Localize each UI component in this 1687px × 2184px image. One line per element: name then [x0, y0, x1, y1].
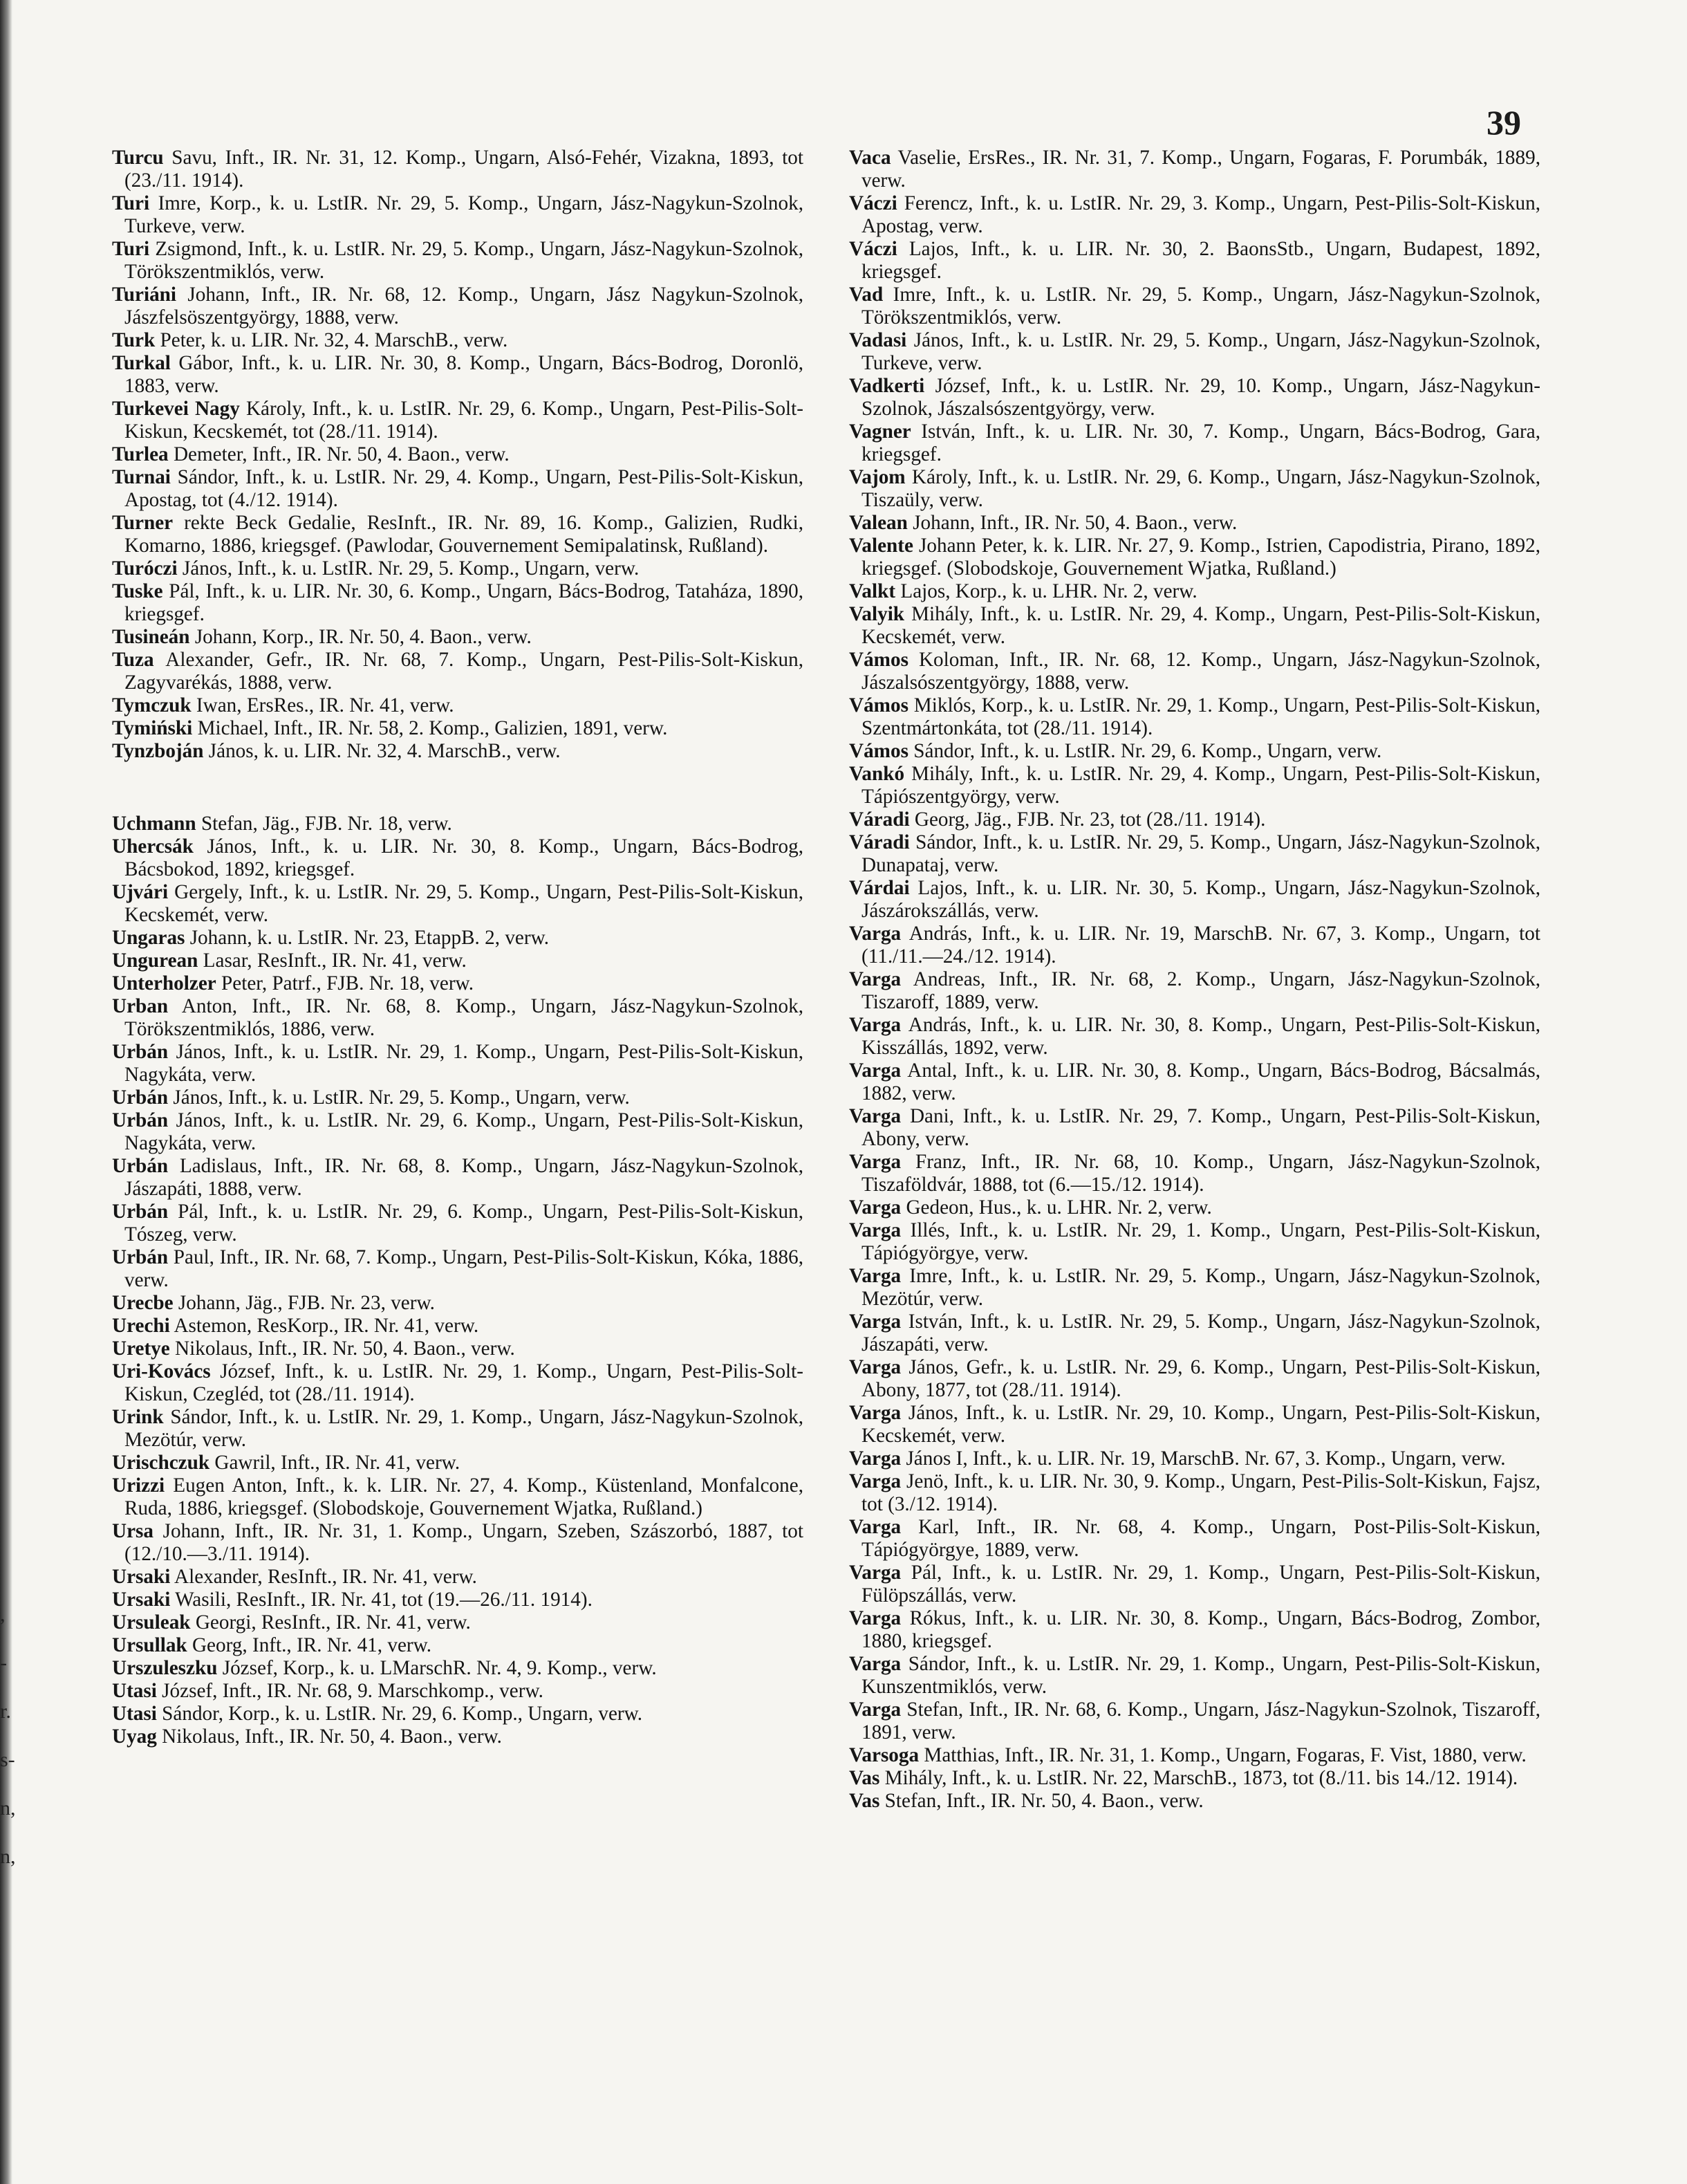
list-item — [849, 375, 1540, 420]
margin-mark: s- — [0, 1748, 15, 1771]
entry-details: Gergely, Inft., k. u. LstIR. Nr. 29, 5. Komp., Ungarn, Pest-Pilis-Solt-Kiskun, Kecskemét, verw. — [124, 881, 803, 926]
entry-details: Michael, Inft., IR. Nr. 58, 2. Komp., Galizien, 1891, verw. — [192, 717, 668, 739]
list-item — [112, 1589, 803, 1611]
entry-details: János, Inft., k. u. LIR. Nr. 30, 8. Komp., Ungarn, Bács-Bodrog, Bácsbokod, 1892, kriegsgef. — [124, 835, 803, 880]
list-item — [849, 580, 1540, 603]
entry-surname: Tymiński — [112, 717, 193, 739]
entry-details: Imre, Inft., k. u. LstIR. Nr. 29, 5. Komp., Ungarn, Jász-Nagykun-Szolnok, Törökszentmiklós, verw. — [861, 284, 1540, 328]
entry-surname: Uyag — [112, 1725, 157, 1748]
list-item — [112, 1292, 803, 1315]
entry-details: Andreas, Inft., IR. Nr. 68, 2. Komp., Ungarn, Jász-Nagykun-Szolnok, Tiszaroff, 1889, verw. — [861, 968, 1540, 1013]
list-item — [849, 877, 1540, 923]
entry-details: Nikolaus, Inft., IR. Nr. 50, 4. Baon., verw. — [156, 1725, 502, 1748]
list-item — [112, 1041, 803, 1086]
entry-details: Wasili, ResInft., IR. Nr. 41, tot (19.—26./11. 1914). — [170, 1589, 593, 1611]
entry-details: Alexander, ResInft., IR. Nr. 41, verw. — [170, 1566, 477, 1588]
entry-surname: Varga — [849, 1607, 902, 1629]
list-item — [112, 1360, 803, 1406]
entry-details: Sándor, Inft., k. u. LstIR. Nr. 29, 5. Komp., Ungarn, Jász-Nagykun-Szolnok, Dunapataj, verw. — [861, 831, 1540, 876]
entry-surname: Varga — [849, 1447, 902, 1470]
entry-details: Gábor, Inft., k. u. LIR. Nr. 30, 8. Komp., Ungarn, Bács-Bodrog, Doronlö, 1883, verw. — [124, 352, 803, 397]
entry-details: János, k. u. LIR. Nr. 32, 4. MarschB., verw. — [203, 740, 561, 762]
list-item — [112, 192, 803, 238]
list-item — [112, 1246, 803, 1292]
list-item — [849, 1562, 1540, 1607]
entry-details: Peter, Patrf., FJB. Nr. 18, verw. — [216, 972, 474, 994]
right-column — [849, 147, 1540, 1813]
entry-surname: Turkevei Nagy — [112, 398, 240, 420]
list-item — [112, 466, 803, 512]
entry-details: Sándor, Inft., k. u. LstIR. Nr. 29, 1. Komp., Ungarn, Pest-Pilis-Solt-Kiskun, Kunszentmiklós, verw. — [861, 1653, 1540, 1698]
entry-surname: Vad — [849, 284, 884, 306]
list-item — [112, 835, 803, 881]
entry-surname: Varga — [849, 1402, 902, 1424]
entry-surname: Valkt — [849, 580, 896, 602]
list-item — [112, 284, 803, 329]
entry-details: Johann Peter, k. k. LIR. Nr. 27, 9. Komp., Istrien, Capodistria, Pirano, 1892, kriegsgef. (Slobodskoje, Gouvernement Wjatka, Rußland.) — [861, 535, 1540, 580]
entry-list-u — [112, 813, 803, 1748]
entry-surname: Varga — [849, 1562, 902, 1584]
entry-surname: Ungaras — [112, 927, 185, 949]
entry-surname: Urbán — [112, 1201, 169, 1223]
list-item — [849, 147, 1540, 192]
entry-details: István, Inft., k. u. LIR. Nr. 30, 7. Komp., Ungarn, Bács-Bodrog, Gara, kriegsgef. — [861, 420, 1540, 465]
entry-surname: Varga — [849, 1653, 902, 1675]
margin-mark: r. — [0, 1700, 11, 1723]
list-item — [849, 1744, 1540, 1767]
entry-details: Dani, Inft., k. u. LstIR. Nr. 29, 7. Komp., Ungarn, Pest-Pilis-Solt-Kiskun, Abony, verw. — [861, 1105, 1540, 1150]
entry-details: Jenö, Inft., k. u. LIR. Nr. 30, 9. Komp., Ungarn, Pest-Pilis-Solt-Kiskun, Fajsz, tot (3./12. 1914). — [861, 1470, 1540, 1515]
entry-details: Gedeon, Hus., k. u. LHR. Nr. 2, verw. — [901, 1196, 1212, 1219]
entry-details: Rókus, Inft., k. u. LIR. Nr. 30, 8. Komp., Ungarn, Bács-Bodrog, Zombor, 1880, kriegsgef. — [861, 1607, 1540, 1652]
entry-details: Pál, Inft., k. u. LstIR. Nr. 29, 6. Komp., Ungarn, Pest-Pilis-Solt-Kiskun, Tószeg, verw. — [124, 1201, 803, 1246]
entry-surname: Vámos — [849, 694, 908, 716]
entry-details: Miklós, Korp., k. u. LstIR. Nr. 29, 1. Komp., Ungarn, Pest-Pilis-Solt-Kiskun, Szentmártonkáta, tot (28./11. 1914). — [861, 694, 1540, 739]
entry-details: János, Inft., k. u. LstIR. Nr. 29, 6. Komp., Ungarn, Pest-Pilis-Solt-Kiskun, Nagykáta, verw. — [124, 1109, 803, 1154]
entry-surname: Tymczuk — [112, 694, 192, 716]
entry-surname: Urbán — [112, 1246, 169, 1268]
list-item — [112, 512, 803, 557]
entry-surname: Ujvári — [112, 881, 169, 903]
entry-details: Antal, Inft., k. u. LIR. Nr. 30, 8. Komp., Ungarn, Bács-Bodrog, Bácsalmás, 1882, verw. — [861, 1059, 1540, 1104]
entry-details: Lajos, Inft., k. u. LIR. Nr. 30, 5. Komp., Ungarn, Jász-Nagykun-Szolnok, Jászárokszállás, verw. — [861, 877, 1540, 922]
entry-details: Sándor, Korp., k. u. LstIR. Nr. 29, 6. Komp., Ungarn, verw. — [156, 1703, 643, 1725]
entry-surname: Turk — [112, 329, 156, 351]
entry-details: Johann, Inft., IR. Nr. 68, 12. Komp., Ungarn, Jász Nagykun-Szolnok, Jászfelsöszentgyörgy, 1888, verw. — [124, 284, 803, 328]
entry-details: János, Inft., k. u. LstIR. Nr. 29, 5. Komp., Ungarn, verw. — [168, 1086, 630, 1109]
list-item — [849, 1653, 1540, 1699]
entry-details: József, Inft., k. u. LstIR. Nr. 29, 10. Komp., Ungarn, Jász-Nagykun-Szolnok, Jászalsószentgyörgy, verw. — [861, 375, 1540, 420]
list-item — [112, 881, 803, 927]
entry-surname: Urban — [112, 995, 169, 1017]
entry-surname: Varsoga — [849, 1744, 920, 1766]
entry-surname: Vagner — [849, 420, 911, 443]
entry-surname: Vámos — [849, 740, 908, 762]
list-item — [849, 1470, 1540, 1516]
list-item — [112, 1657, 803, 1680]
entry-details: Georgi, ResInft., IR. Nr. 41, verw. — [190, 1611, 471, 1634]
entry-details: Károly, Inft., k. u. LstIR. Nr. 29, 6. Komp., Ungarn, Pest-Pilis-Solt-Kiskun, Kecskemét, tot (28./11. 1914). — [124, 398, 803, 443]
list-item — [849, 284, 1540, 329]
entry-surname: Varga — [849, 1470, 902, 1492]
entry-details: Sándor, Inft., k. u. LstIR. Nr. 29, 1. Komp., Ungarn, Jász-Nagykun-Szolnok, Mezötúr, verw. — [124, 1406, 803, 1451]
entry-surname: Varga — [849, 1356, 902, 1378]
entry-surname: Urbán — [112, 1086, 169, 1109]
entry-details: János, Inft., k. u. LstIR. Nr. 29, 5. Komp., Ungarn, Jász-Nagykun-Szolnok, Turkeve, verw. — [861, 329, 1540, 374]
entry-details: Eugen Anton, Inft., k. k. LIR. Nr. 27, 4. Komp., Küstenland, Monfalcone, Ruda, 1886, kriegsgef. (Slobodskoje, Gouvernement Wjatka, Rußland.) — [124, 1474, 803, 1519]
entry-details: Johann, Inft., IR. Nr. 31, 1. Komp., Ungarn, Szeben, Szászorbó, 1887, tot (12./10.—3./11. 1914). — [124, 1520, 803, 1565]
list-item — [112, 1155, 803, 1201]
entry-surname: Varga — [849, 1014, 902, 1036]
list-item — [112, 1201, 803, 1246]
entry-details: Stefan, Inft., IR. Nr. 68, 6. Komp., Ungarn, Jász-Nagykun-Szolnok, Tiszaroff, 1891, verw. — [861, 1699, 1540, 1743]
entry-details: János, Inft., k. u. LstIR. Nr. 29, 5. Komp., Ungarn, verw. — [177, 557, 640, 580]
list-item — [849, 238, 1540, 284]
entry-surname: Urischczuk — [112, 1452, 210, 1474]
entry-surname: Tusineán — [112, 626, 190, 648]
list-item — [112, 443, 803, 466]
list-item — [112, 1086, 803, 1109]
list-item — [112, 1452, 803, 1474]
entry-details: Mihály, Inft., k. u. LstIR. Nr. 22, MarschB., 1873, tot (8./11. bis 14./12. 1914). — [879, 1767, 1518, 1789]
entry-details: József, Inft., k. u. LstIR. Nr. 29, 1. Komp., Ungarn, Pest-Pilis-Solt-Kiskun, Czegléd, tot (28./11. 1914). — [124, 1360, 803, 1405]
list-item — [849, 1014, 1540, 1059]
list-item — [112, 694, 803, 717]
list-item — [112, 1611, 803, 1634]
list-item — [112, 717, 803, 740]
entry-details: Johann, Jäg., FJB. Nr. 23, verw. — [173, 1292, 435, 1314]
list-item — [112, 1566, 803, 1589]
entry-surname: Tuza — [112, 649, 154, 671]
margin-mark: - — [0, 1651, 7, 1674]
entry-surname: Vajom — [849, 466, 906, 488]
page-number: 39 — [1486, 103, 1521, 142]
entry-details: rekte Beck Gedalie, ResInft., IR. Nr. 89, 16. Komp., Galizien, Rudki, Komarno, 1886, kriegsgef. (Pawlodar, Gouvernement Semipalatinsk, Rußland). — [124, 512, 803, 557]
entry-surname: Uri-Kovács — [112, 1360, 211, 1382]
list-item — [112, 927, 803, 950]
list-item — [849, 1767, 1540, 1790]
list-item — [112, 329, 803, 352]
entry-details: Imre, Korp., k. u. LstIR. Nr. 29, 5. Komp., Ungarn, Jász-Nagykun-Szolnok, Turkeve, verw. — [124, 192, 803, 237]
entry-details: Karl, Inft., IR. Nr. 68, 4. Komp., Ungarn, Post-Pilis-Solt-Kiskun, Tápiógyörgye, 1889, verw. — [861, 1516, 1540, 1561]
entry-surname: Vaca — [849, 147, 891, 169]
entry-surname: Urbán — [112, 1109, 169, 1131]
list-item — [112, 626, 803, 649]
list-item — [849, 1151, 1540, 1196]
entry-surname: Varga — [849, 1105, 902, 1127]
entry-details: Lasar, ResInft., IR. Nr. 41, verw. — [198, 950, 467, 972]
list-item — [849, 329, 1540, 375]
list-item — [849, 1699, 1540, 1744]
list-item — [112, 238, 803, 284]
list-item — [849, 923, 1540, 968]
list-item — [112, 972, 803, 995]
entry-details: József, Inft., IR. Nr. 68, 9. Marschkomp., verw. — [156, 1680, 543, 1702]
entry-surname: Várdai — [849, 877, 910, 899]
entry-details: Sándor, Inft., k. u. LstIR. Nr. 29, 4. Komp., Ungarn, Pest-Pilis-Solt-Kiskun, Apostag, tot (4./12. 1914). — [124, 466, 803, 511]
entry-surname: Varga — [849, 1311, 902, 1333]
list-item — [849, 1196, 1540, 1219]
entry-surname: Váradi — [849, 831, 910, 853]
list-item — [112, 557, 803, 580]
entry-surname: Urink — [112, 1406, 164, 1428]
entry-details: András, Inft., k. u. LIR. Nr. 19, MarschB. Nr. 67, 3. Komp., Ungarn, tot (11./11.—24./12. 1914). — [861, 923, 1540, 968]
entry-surname: Turnai — [112, 466, 171, 488]
entry-surname: Ungurean — [112, 950, 198, 972]
entry-details: Gawril, Inft., IR. Nr. 41, verw. — [209, 1452, 460, 1474]
list-item — [849, 808, 1540, 831]
margin-marks — [0, 1591, 28, 1881]
entry-details: Alexander, Gefr., IR. Nr. 68, 7. Komp., Ungarn, Pest-Pilis-Solt-Kiskun, Zagyvarékás, 1888, verw. — [124, 649, 803, 694]
entry-surname: Varga — [849, 1059, 902, 1082]
entry-surname: Varga — [849, 1151, 902, 1173]
entry-surname: Urizzi — [112, 1474, 165, 1497]
entry-surname: Turner — [112, 512, 174, 534]
list-item — [849, 831, 1540, 877]
entry-surname: Valyik — [849, 603, 905, 625]
list-item — [849, 1059, 1540, 1105]
list-item — [849, 1311, 1540, 1356]
entry-details: István, Inft., k. u. LstIR. Nr. 29, 5. Komp., Ungarn, Jász-Nagykun-Szolnok, Jászapáti, verw. — [861, 1311, 1540, 1355]
entry-list-v — [849, 147, 1540, 1813]
entry-surname: Turkal — [112, 352, 171, 374]
entry-details: Mihály, Inft., k. u. LstIR. Nr. 29, 4. Komp., Ungarn, Pest-Pilis-Solt-Kiskun, Kecskemét, verw. — [861, 603, 1540, 648]
entry-surname: Turi — [112, 238, 150, 260]
entry-surname: Urbán — [112, 1041, 169, 1063]
entry-surname: Vadasi — [849, 329, 907, 351]
entry-details: Iwan, ErsRes., IR. Nr. 41, verw. — [191, 694, 454, 716]
entry-details: Paul, Inft., IR. Nr. 68, 7. Komp., Ungarn, Pest-Pilis-Solt-Kiskun, Kóka, 1886, verw. — [124, 1246, 803, 1291]
entry-details: János I, Inft., k. u. LIR. Nr. 19, MarschB. Nr. 67, 3. Komp., Ungarn, verw. — [901, 1447, 1506, 1470]
entry-surname: Varga — [849, 968, 902, 990]
margin-mark: n, — [0, 1845, 16, 1868]
list-item — [849, 1356, 1540, 1402]
entry-details: Savu, Inft., IR. Nr. 31, 12. Komp., Ungarn, Alsó-Fehér, Vizakna, 1893, tot (23./11. 1914). — [124, 147, 803, 192]
entry-details: Matthias, Inft., IR. Nr. 31, 1. Komp., Ungarn, Fogaras, F. Vist, 1880, verw. — [919, 1744, 1527, 1766]
entry-surname: Váczi — [849, 192, 897, 214]
entry-details: Johann, Inft., IR. Nr. 50, 4. Baon., verw. — [907, 512, 1238, 534]
entry-surname: Turlea — [112, 443, 169, 465]
entry-surname: Vadkerti — [849, 375, 925, 397]
entry-details: János, Gefr., k. u. LstIR. Nr. 29, 6. Komp., Ungarn, Pest-Pilis-Solt-Kiskun, Abony, 1877, tot (28./11. 1914). — [861, 1356, 1540, 1401]
list-item — [112, 398, 803, 443]
entry-surname: Utasi — [112, 1703, 157, 1725]
margin-mark: n, — [0, 1797, 16, 1820]
entry-details: András, Inft., k. u. LIR. Nr. 30, 8. Komp., Ungarn, Pest-Pilis-Solt-Kiskun, Kisszállás, 1892, verw. — [861, 1014, 1540, 1059]
entry-details: János, Inft., k. u. LstIR. Nr. 29, 10. Komp., Ungarn, Pest-Pilis-Solt-Kiskun, Kecskemét, verw. — [861, 1402, 1540, 1447]
list-item — [112, 1315, 803, 1338]
entry-details: Sándor, Inft., k. u. LstIR. Nr. 29, 6. Komp., Ungarn, verw. — [908, 740, 1382, 762]
entry-surname: Uchmann — [112, 813, 196, 835]
entry-surname: Ursaki — [112, 1589, 171, 1611]
list-item — [849, 512, 1540, 535]
entry-surname: Varga — [849, 1265, 902, 1287]
entry-details: Károly, Inft., k. u. LstIR. Nr. 29, 6. Komp., Ungarn, Jász-Nagykun-Szolnok, Tiszaüly, verw. — [861, 466, 1540, 511]
entry-details: Zsigmond, Inft., k. u. LstIR. Nr. 29, 5. Komp., Ungarn, Jász-Nagykun-Szolnok, Törökszentmiklós, verw. — [124, 238, 803, 283]
entry-surname: Vas — [849, 1767, 880, 1789]
entry-details: Johann, k. u. LstIR. Nr. 23, EtappB. 2, verw. — [185, 927, 550, 949]
entry-details: Peter, k. u. LIR. Nr. 32, 4. MarschB., verw. — [155, 329, 508, 351]
list-item — [849, 740, 1540, 763]
entry-surname: Urechi — [112, 1315, 170, 1337]
entry-surname: Vas — [849, 1790, 880, 1812]
list-item — [849, 649, 1540, 694]
entry-surname: Turiáni — [112, 284, 177, 306]
entry-surname: Unterholzer — [112, 972, 216, 994]
list-item — [112, 1634, 803, 1657]
list-item — [849, 1219, 1540, 1265]
list-item — [112, 995, 803, 1041]
list-item — [849, 968, 1540, 1014]
entry-surname: Vankó — [849, 763, 905, 785]
list-item — [849, 1105, 1540, 1151]
entry-surname: Varga — [849, 1219, 902, 1241]
entry-surname: Ursa — [112, 1520, 153, 1542]
margin-mark: , — [0, 1603, 6, 1626]
entry-surname: Tynzboján — [112, 740, 204, 762]
entry-details: Anton, Inft., IR. Nr. 68, 8. Komp., Ungarn, Jász-Nagykun-Szolnok, Törökszentmiklós, 1886, verw. — [124, 995, 803, 1040]
entry-surname: Valente — [849, 535, 913, 557]
entry-details: Franz, Inft., IR. Nr. 68, 10. Komp., Ungarn, Jász-Nagykun-Szolnok, Tiszaföldvár, 1888, tot (6.—15./12. 1914). — [861, 1151, 1540, 1196]
list-item — [849, 1790, 1540, 1813]
list-item — [849, 466, 1540, 512]
list-item — [849, 1607, 1540, 1653]
entry-surname: Turóczi — [112, 557, 178, 580]
entry-surname: Ursuleak — [112, 1611, 191, 1634]
list-item — [849, 1402, 1540, 1447]
entry-details: Ladislaus, Inft., IR. Nr. 68, 8. Komp., Ungarn, Jász-Nagykun-Szolnok, Jászapáti, 1888, verw. — [124, 1155, 803, 1200]
list-item — [112, 1725, 803, 1748]
entry-details: Lajos, Inft., k. u. LIR. Nr. 30, 2. BaonsStb., Ungarn, Budapest, 1892, kriegsgef. — [861, 238, 1540, 283]
entry-details: Johann, Korp., IR. Nr. 50, 4. Baon., verw. — [189, 626, 532, 648]
entry-surname: Tuske — [112, 580, 163, 602]
entry-details: Georg, Jäg., FJB. Nr. 23, tot (28./11. 1914). — [909, 808, 1266, 831]
list-item — [112, 580, 803, 626]
entry-details: Imre, Inft., k. u. LstIR. Nr. 29, 5. Komp., Ungarn, Jász-Nagykun-Szolnok, Mezötúr, verw. — [861, 1265, 1540, 1310]
entry-details: Nikolaus, Inft., IR. Nr. 50, 4. Baon., verw. — [169, 1338, 515, 1360]
list-item — [849, 763, 1540, 808]
list-item — [112, 1109, 803, 1155]
entry-surname: Urszuleszku — [112, 1657, 218, 1679]
list-item — [849, 1265, 1540, 1311]
entry-details: József, Korp., k. u. LMarschR. Nr. 4, 9. Komp., verw. — [217, 1657, 657, 1679]
list-item — [112, 1703, 803, 1725]
entry-details: Demeter, Inft., IR. Nr. 50, 4. Baon., verw. — [168, 443, 510, 465]
entry-details: Astemon, ResKorp., IR. Nr. 41, verw. — [169, 1315, 479, 1337]
list-item — [849, 192, 1540, 238]
list-item — [849, 535, 1540, 580]
entry-details: Stefan, Inft., IR. Nr. 50, 4. Baon., verw. — [879, 1790, 1204, 1812]
list-item — [849, 1516, 1540, 1562]
entry-details: Pál, Inft., k. u. LIR. Nr. 30, 6. Komp., Ungarn, Bács-Bodrog, Tataháza, 1890, kriegsgef. — [124, 580, 803, 625]
entry-details: Stefan, Jäg., FJB. Nr. 18, verw. — [196, 813, 452, 835]
list-item — [112, 649, 803, 694]
list-item — [112, 740, 803, 763]
entry-surname: Ursaki — [112, 1566, 171, 1588]
entry-surname: Utasi — [112, 1680, 157, 1702]
entry-surname: Varga — [849, 1196, 902, 1219]
entry-surname: Váczi — [849, 238, 897, 260]
list-item — [112, 1406, 803, 1452]
entry-details: Illés, Inft., k. u. LstIR. Nr. 29, 1. Komp., Ungarn, Pest-Pilis-Solt-Kiskun, Tápiógyörgye, verw. — [861, 1219, 1540, 1264]
list-item — [849, 694, 1540, 740]
entry-details: Georg, Inft., IR. Nr. 41, verw. — [187, 1634, 432, 1656]
entry-surname: Urbán — [112, 1155, 169, 1177]
entry-details: Ferencz, Inft., k. u. LstIR. Nr. 29, 3. Komp., Ungarn, Pest-Pilis-Solt-Kiskun, Apostag, verw. — [861, 192, 1540, 237]
entry-surname: Váradi — [849, 808, 910, 831]
list-item — [849, 603, 1540, 649]
list-item — [112, 1474, 803, 1520]
entry-surname: Uhercsák — [112, 835, 194, 858]
entry-details: János, Inft., k. u. LstIR. Nr. 29, 1. Komp., Ungarn, Pest-Pilis-Solt-Kiskun, Nagykáta, verw. — [124, 1041, 803, 1086]
list-item — [112, 813, 803, 835]
entry-details: Lajos, Korp., k. u. LHR. Nr. 2, verw. — [895, 580, 1197, 602]
entry-details: Mihály, Inft., k. u. LstIR. Nr. 29, 4. Komp., Ungarn, Pest-Pilis-Solt-Kiskun, Tápiószentgyörgy, verw. — [861, 763, 1540, 808]
entry-surname: Uretye — [112, 1338, 170, 1360]
entry-surname: Varga — [849, 1699, 902, 1721]
list-item — [112, 1520, 803, 1566]
section-gap — [112, 763, 803, 813]
list-item — [849, 420, 1540, 466]
entry-surname: Varga — [849, 923, 902, 945]
entry-surname: Varga — [849, 1516, 902, 1538]
entry-surname: Ursullak — [112, 1634, 187, 1656]
entry-surname: Valean — [849, 512, 908, 534]
list-item — [112, 1680, 803, 1703]
entry-surname: Vámos — [849, 649, 908, 671]
list-item — [112, 950, 803, 972]
list-item — [849, 1447, 1540, 1470]
left-column — [112, 147, 803, 1748]
list-item — [112, 1338, 803, 1360]
entry-surname: Turcu — [112, 147, 164, 169]
entry-details: Pál, Inft., k. u. LstIR. Nr. 29, 1. Komp., Ungarn, Pest-Pilis-Solt-Kiskun, Fülöpszállás, verw. — [861, 1562, 1540, 1607]
entry-surname: Turi — [112, 192, 150, 214]
list-item — [112, 352, 803, 398]
entry-surname: Urecbe — [112, 1292, 174, 1314]
list-item — [112, 147, 803, 192]
entry-details: Vaselie, ErsRes., IR. Nr. 31, 7. Komp., Ungarn, Fogaras, F. Porumbák, 1889, verw. — [861, 147, 1540, 192]
entry-list-t — [112, 147, 803, 763]
entry-details: Koloman, Inft., IR. Nr. 68, 12. Komp., Ungarn, Jász-Nagykun-Szolnok, Jászalsószentgyörgy, 1888, verw. — [861, 649, 1540, 694]
